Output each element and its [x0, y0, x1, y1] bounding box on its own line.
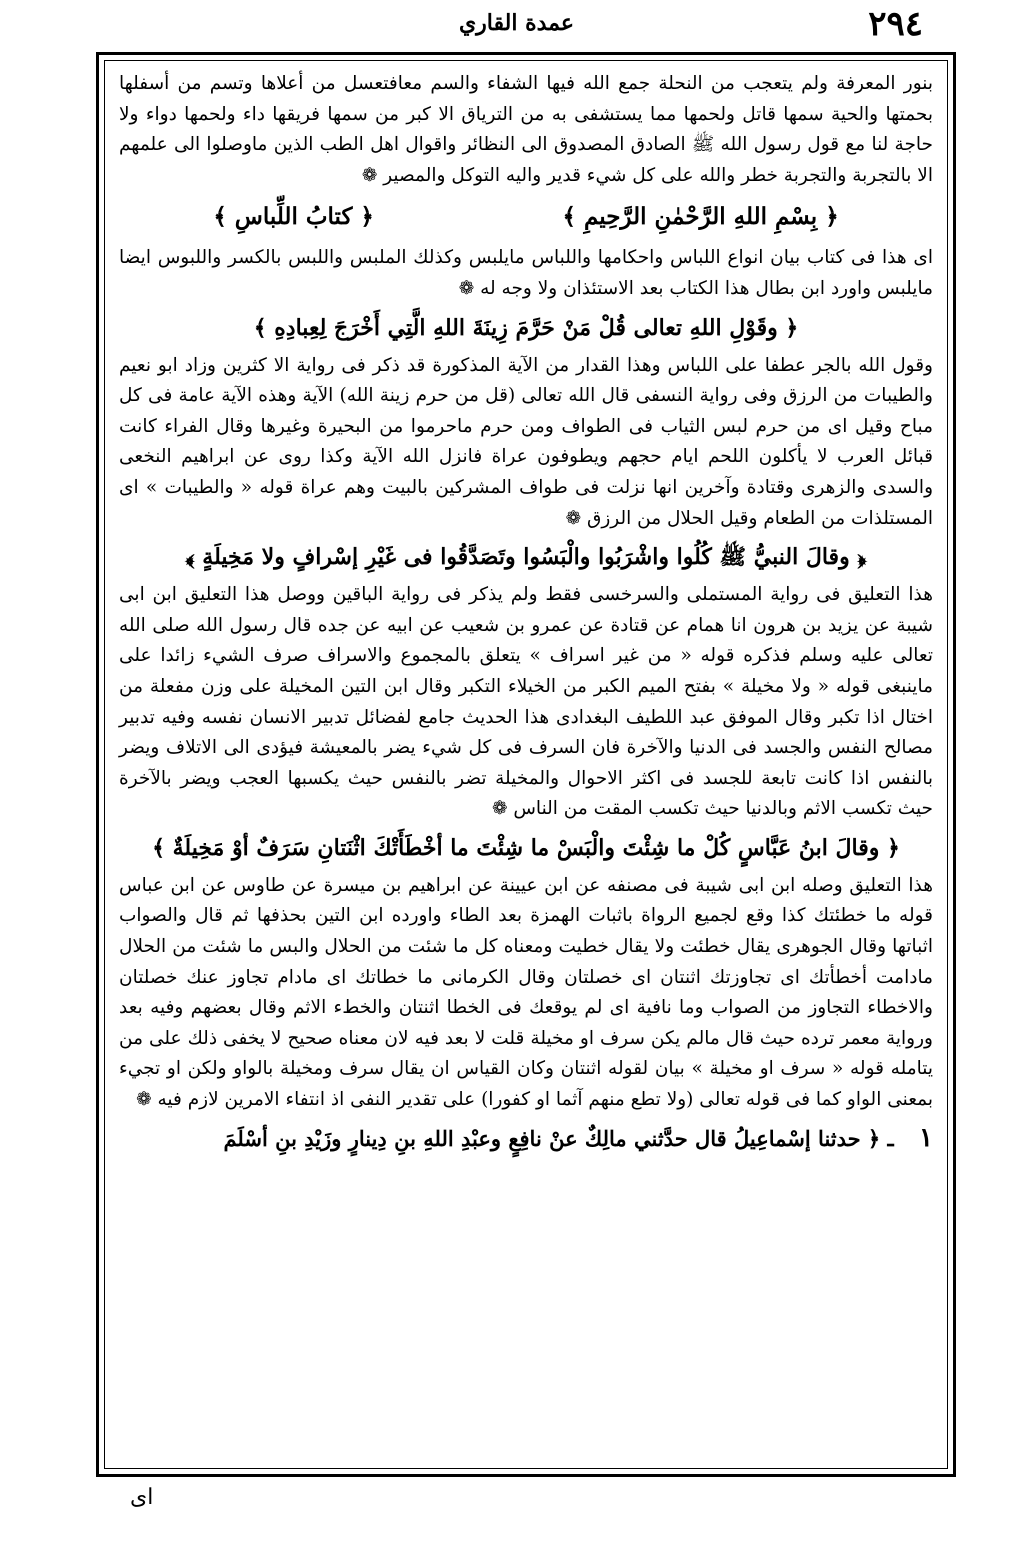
chapter-heading	[119, 191, 933, 243]
page-content	[119, 69, 933, 1161]
hadith-number: ١	[919, 1122, 933, 1153]
hadith-chain: ـ ﴿ حدثنا إسْماعِيلُ قال حدَّثني مالِكٌ عنْ نافِعٍ وعبْدِ اللهِ بنِ دِينارٍ وزَيْدِ بنِ أسْلَمَ	[223, 1125, 894, 1151]
page-number: ٢٩٤	[868, 4, 923, 44]
text-frame	[96, 52, 956, 1477]
paragraph-1: بنور المعرفة ولم يتعجب من النحلة جمع الله فيها الشفاء والسم معافتعسل من أعلاها وتسم من أسفلها بحمتها والحية سمها قاتل ولحمها مما يستشفى به من الترياق الا كبر من سمها فريقها داء ولحمها دواء ولا حاجة لنا مع قول رسول الله ﷺ الصادق المصدوق الى النظائر واقوال اهل الطب الذين ماوصلوا الى علمهم الا بالتجربة والتجربة خطر والله على كل شيء قدير واليه التوكل والمصير ❁	[119, 73, 933, 186]
hadith-heading: ﴿ وقالَ النبيُّ ﷺ كُلُوا واشْرَبُوا والْبَسُوا وتَصَدَّقُوا فى غَيْرِ إسْرافٍ ولا مَخِيلَةٍ ﴾	[185, 544, 867, 571]
paragraph-3: وقول الله بالجر عطفا على اللباس وهذا القدار من الآية المذكورة قد ذكر فى رواية الا كثرين وزاد ابو نعيم والطيبات من الرزق وفى رواية النسفى قال الله تعالى (قل من حرم زينة الله) الآية وهذه الآية عامة فى كل مباح وقيل اى من حرم لبس الثياب فى الطواف ومن حرم ماحرموا من البحيرة وغيرها وقال الفراء كانت قبائل العرب لا يأكلون اللحم ايام حجهم ويطوفون عراة فانزل الله الآية وكذا روى عن ابراهيم النخعى والسدى والزهرى وقتادة وآخرين انها نزلت فى طواف المشركين بالبيت وهم عراة قوله « والطيبات » اى المستلذات من الطعام وقيل الحلال من الرزق ❁	[119, 354, 933, 529]
running-title: عمدة القاري	[458, 10, 575, 36]
paragraph-5: هذا التعليق وصله ابن ابى شيبة فى مصنفه عن ابن عيينة عن ابراهيم بن ميسرة عن طاوس عن ابن عباس قوله ما خطئتك كذا وقع لجميع الرواة باثبات الهمزة بعد الطاء واورده ابن التين بحذفها ثم قال والصواب اثباتها وقال الجوهرى يقال خطئت ولا يقال خطيت ومعناه كل ما شئت من الحلال والبس ما شئت من الحلال مادامت أخطأتك اى تجاوزتك اثنتان اى خصلتان وقال الكرمانى ما خطاتك اى مادام تجاوز عنك خصلتان والاخطاء التجاوز من الصواب وما نافية اى لم يوقعك فى الخطا اثنتان والخطء الاثم وقال بعضهم وفيه بعد ورواية معمر ترده حيث قال مالم يكن سرف او مخيلة قلت لا بعد فيه لان معناه صحيح لا يخفى ذلك على من يتامله قوله « سرف او مخيلة » بيان لقوله اثنتان وكان القياس ان يقال سرف ومخيلة بالواو ولكن او تجيء بمعنى الواو كما فى قوله تعالى (ولا تطع منهم آثما او كفورا) على تقدير النفى اذ انتفاء الامرين لازم فيه ❁	[119, 874, 933, 1111]
paragraph-4: هذا التعليق فى رواية المستملى والسرخسى فقط ولم يذكر فى رواية الباقين ووصل هذا التعليق ابن ابى شيبة عن يزيد بن هرون انا همام عن قتادة عن عمرو بن شعيب عن ابيه عن جده قال رسول الله صلى الله تعالى عليه وسلم فذكره قوله « من غير اسراف » يتعلق بالمجموع والاسراف صرف الشيء زائدا على ماينبغى قوله « ولا مخيلة » بفتح الميم الكبر من الخيلاء التكبر وقال ابن التين المخيلة على وزن مفعلة من اختال اذا تكبر وقال الموفق عبد اللطيف البغدادى هذا الحديث جامع لفضائل تدبير الانسان نفسه وفيه تدبير مصالح النفس والجسد فى الدنيا والآخرة فان السرف فى كل شيء يضر بالمعيشة فيؤدى الى الاتلاف ويضر بالنفس اذا كانت تابعة للجسد فى اكثر الاحوال والمخيلة تضر بالنفس حيث يكسبها العجب ويضر بالآخرة حيث تكسب الاثم وبالدنيا حيث تكسب المقت من الناس ❁	[119, 584, 933, 820]
paragraph-2: اى هذا فى كتاب بيان انواع اللباس واحكامها واللباس مايلبس وكذلك الملبس واللبس بالكسر واللبوس ايضا مايلبس واورد ابن بطال هذا الكتاب بعد الاستئذان ولا وجه له ❁	[119, 247, 933, 299]
hadith-line	[119, 1116, 933, 1161]
kitab-heading: ﴿ كتابُ اللِّباسِ ﴾	[213, 203, 374, 231]
ibn-abbas-heading: ﴿ وقالَ ابنُ عَبَّاسٍ كُلْ ما شِئْتَ والْبَسْ ما شِئْتَ ما أخْطَأَتْكَ اثْنَتانِ سَرَفٌ أوْ مَخِيلَةٌ ﴾	[152, 834, 900, 861]
page-header	[60, 4, 973, 48]
quran-heading: ﴿ وقَوْلِ اللهِ تعالى قُلْ مَنْ حَرَّمَ زِينَةَ اللهِ الَّتِي أَخْرَجَ لِعِبادِهِ ﴾	[253, 314, 799, 341]
catchword: اى	[130, 1485, 154, 1510]
basmala-heading: ﴿ بِسْمِ اللهِ الرَّحْمٰنِ الرَّحِيمِ ﴾	[562, 203, 839, 231]
